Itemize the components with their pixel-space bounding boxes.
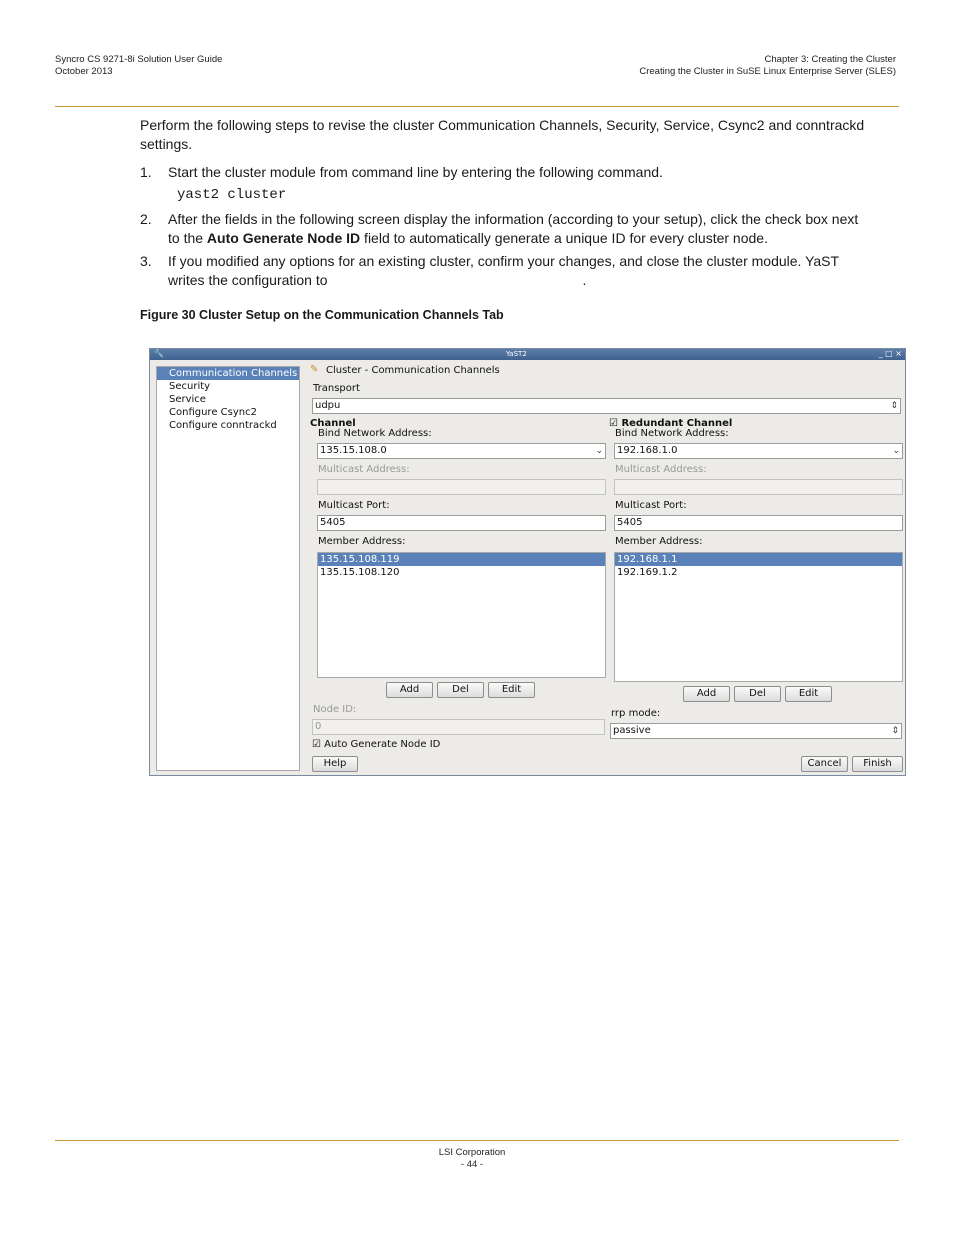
header-left (55, 54, 222, 78)
transport-select[interactable] (312, 398, 901, 414)
page-heading: Cluster - Communication Channels (326, 365, 500, 376)
footer-company: LSI Corporation (438, 1147, 506, 1158)
updown-icon: ⇕ (890, 401, 898, 411)
step-2-post: field to automatically generate a unique ID for every cluster node. (360, 230, 768, 246)
auto-generate-row (312, 739, 440, 751)
step-3-number: 3. (140, 253, 152, 269)
section-title: Creating the Cluster in SuSE Linux Enterprise Server (SLES) (639, 66, 896, 77)
chevron-down-icon: ⌄ (892, 446, 900, 456)
channel-mcast-port-input[interactable]: 5405 (317, 515, 606, 531)
rrp-mode-value: passive (613, 725, 651, 736)
transport-value: udpu (315, 400, 341, 411)
redundant-add-button[interactable]: Add (683, 686, 730, 702)
footer-page-number: - 44 - (460, 1159, 484, 1170)
channel-bind-value: 135.15.108.0 (320, 445, 387, 456)
nav-item-communication-channels[interactable]: Communication Channels (157, 367, 299, 380)
channel-edit-button[interactable]: Edit (488, 682, 535, 698)
step-3-text (168, 252, 908, 290)
channel-bind-label: Bind Network Address: (318, 428, 432, 439)
footer (0, 1147, 944, 1171)
channel-mcast-addr-input[interactable] (317, 479, 606, 495)
channel-del-button[interactable]: Del (437, 682, 484, 698)
help-button[interactable]: Help (312, 756, 358, 772)
step-2-bold: Auto Generate Node ID (206, 230, 361, 246)
redundant-member-label: Member Address: (615, 536, 703, 547)
command-text: yast2 cluster (177, 187, 287, 203)
list-item[interactable]: 192.168.1.1 (615, 553, 902, 566)
channel-member-list[interactable] (317, 552, 606, 678)
redundant-checkbox[interactable]: ☑ (609, 418, 618, 429)
list-item[interactable]: 135.15.108.119 (318, 553, 605, 566)
redundant-del-button[interactable]: Del (734, 686, 781, 702)
chapter-title: Chapter 3: Creating the Cluster (764, 54, 896, 65)
intro-paragraph (140, 116, 910, 154)
channel-mcast-addr-label: Multicast Address: (318, 464, 410, 475)
wrench-icon: 🔧 (154, 349, 164, 358)
updown-icon: ⇕ (891, 726, 899, 736)
doc-title: Syncro CS 9271-8i Solution User Guide (55, 54, 223, 65)
step-2-number: 2. (140, 211, 152, 227)
channel-member-label: Member Address: (318, 536, 406, 547)
figure-caption: Figure 30 Cluster Setup on the Communication Channels Tab (140, 308, 504, 322)
intro-line-1: Perform the following steps to revise the cluster Communication Channels, Security, Service, Csync2 and conntrackd (140, 117, 865, 133)
step-3-period: . (582, 272, 587, 288)
channel-bind-select[interactable] (317, 443, 606, 459)
step-1-text: Start the cluster module from command line by entering the following command. (168, 164, 663, 180)
doc-date: October 2013 (55, 66, 113, 77)
step-2-text (168, 210, 908, 248)
channel-add-button[interactable]: Add (386, 682, 433, 698)
nav-item-security[interactable]: Security (169, 381, 211, 392)
window-controls[interactable]: _ □ × (878, 349, 902, 358)
step-3-line-2-text: writes the configuration to (168, 272, 328, 288)
rrp-mode-label: rrp mode: (611, 708, 661, 719)
step-3-line-2 (168, 271, 908, 290)
window-title: YaST2 (506, 350, 527, 358)
node-id-label: Node ID: (313, 704, 357, 715)
footer-rule (55, 1140, 899, 1141)
redundant-bind-label: Bind Network Address: (615, 428, 729, 439)
redundant-edit-button[interactable]: Edit (785, 686, 832, 702)
window-titlebar (150, 349, 905, 360)
cancel-button[interactable]: Cancel (801, 756, 848, 772)
nav-tree (156, 366, 300, 771)
redundant-member-list[interactable] (614, 552, 903, 682)
list-item[interactable]: 135.15.108.120 (320, 567, 400, 578)
nav-item-service[interactable]: Service (169, 394, 206, 405)
finish-button[interactable]: Finish (852, 756, 903, 772)
redundant-mcast-addr-label: Multicast Address: (615, 464, 707, 475)
redundant-mcast-port-label: Multicast Port: (615, 500, 687, 511)
step-1-number: 1. (140, 164, 152, 180)
step-2-line-2 (168, 229, 908, 248)
transport-label: Transport (313, 383, 360, 394)
step-3-line-1: If you modified any options for an existing cluster, confirm your changes, and close the cluster module. YaST (168, 253, 840, 269)
redundant-mcast-port-input[interactable]: 5405 (614, 515, 903, 531)
rrp-mode-select[interactable] (610, 723, 902, 739)
channel-mcast-port-label: Multicast Port: (318, 500, 390, 511)
auto-generate-label: Auto Generate Node ID (324, 739, 441, 750)
redundant-bind-value: 192.168.1.0 (617, 445, 678, 456)
yast-window (149, 348, 906, 776)
redundant-title: Redundant Channel (621, 418, 733, 429)
step-2-line-1: After the fields in the following screen display the information (according to your setup), click the check box next (168, 211, 859, 227)
step-2-pre: to the (168, 230, 207, 246)
auto-generate-checkbox[interactable]: ☑ (312, 739, 321, 750)
channel-title: Channel (310, 418, 356, 429)
intro-line-2: settings. (140, 136, 193, 152)
nav-item-conntrackd[interactable]: Configure conntrackd (169, 420, 277, 431)
nav-item-csync2[interactable]: Configure Csync2 (169, 407, 257, 418)
redundant-mcast-addr-input[interactable] (614, 479, 903, 495)
redundant-bind-select[interactable] (614, 443, 903, 459)
cluster-icon: ✎ (310, 364, 319, 375)
chevron-down-icon: ⌄ (595, 446, 603, 456)
node-id-input[interactable]: 0 (312, 719, 605, 735)
list-item[interactable]: 192.169.1.2 (617, 567, 678, 578)
header-right (639, 54, 896, 78)
header-rule (55, 106, 899, 107)
